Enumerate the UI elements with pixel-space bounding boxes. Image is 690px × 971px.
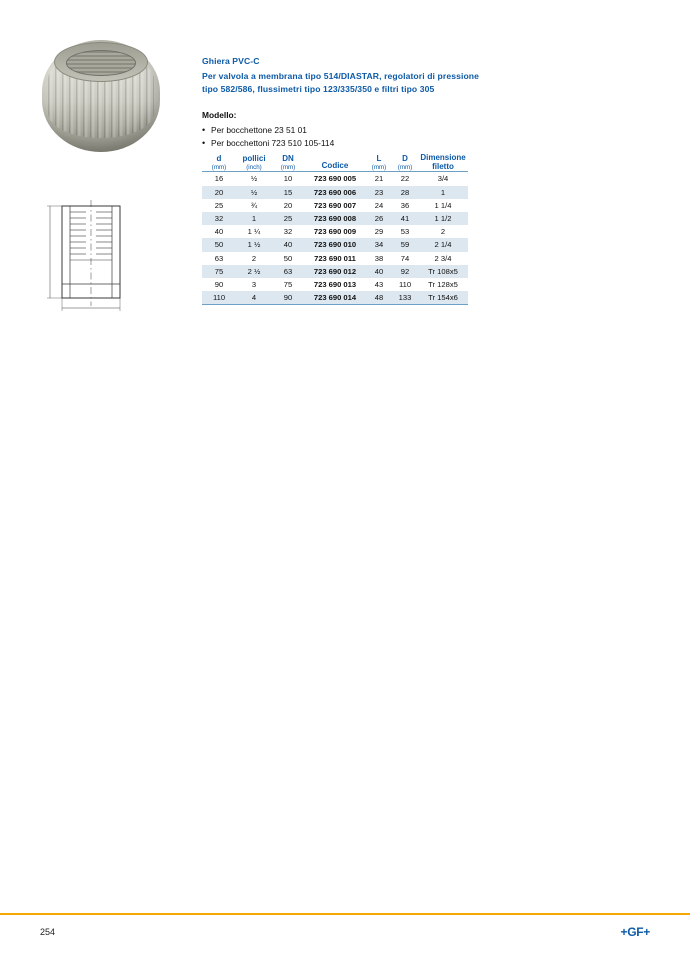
table-row	[202, 238, 468, 251]
cell-dn: 10	[272, 172, 304, 186]
cell-dn: 75	[283, 279, 293, 289]
column-header-l-label: L	[376, 153, 382, 163]
table-row	[202, 212, 468, 225]
cell-d: 40	[214, 227, 224, 237]
column-header-dn-label: DN	[282, 153, 294, 163]
cell-pollici: 1 ½	[236, 238, 272, 251]
technical-drawing	[40, 198, 160, 318]
drawing-svg	[40, 198, 160, 318]
cell-pollici: 2	[251, 253, 257, 263]
cell-d: 90	[214, 279, 224, 289]
product-title	[202, 55, 642, 95]
cell-d: 63	[214, 253, 224, 263]
cell-d: 75	[202, 265, 236, 278]
cell-dn: 25	[272, 212, 304, 225]
cell-dimensione-filetto: 2 3/4	[434, 253, 452, 263]
cell-dn: 63	[272, 265, 304, 278]
table-row	[202, 225, 468, 238]
column-header-d	[202, 153, 236, 172]
table-row	[202, 278, 468, 291]
cell-d-outer: 28	[392, 186, 418, 199]
cell-l: 48	[366, 291, 392, 305]
cell-d-outer: 53	[400, 227, 410, 237]
cell-dimensione-filetto: 2 1/4	[418, 238, 468, 251]
cell-l: 23	[366, 186, 392, 199]
cell-d-outer: 36	[400, 200, 410, 210]
cell-pollici: ½	[236, 186, 272, 199]
table-head	[202, 153, 468, 172]
brand-logo: +GF+	[620, 925, 650, 939]
column-header-dimensione-filetto-label: Dimensione filetto	[420, 153, 466, 172]
cell-codice: 723 690 014	[304, 291, 366, 305]
cell-pollici: ¾	[250, 200, 258, 210]
cell-pollici: 1	[236, 212, 272, 225]
page-number: 254	[40, 927, 56, 937]
cell-pollici: 2 ½	[236, 265, 272, 278]
table-row	[202, 172, 468, 186]
description-block	[202, 55, 642, 150]
list-item	[202, 137, 642, 150]
cell-dimensione-filetto: Tr 108x5	[418, 265, 468, 278]
bullet-icon: •	[202, 125, 206, 136]
list-item	[202, 124, 642, 137]
column-header-pollici-label: pollici	[242, 153, 266, 163]
column-header-pollici-unit: (inch)	[246, 163, 262, 171]
cell-d: 110	[202, 291, 236, 305]
cell-d: 16	[202, 172, 236, 186]
cell-d: 25	[214, 200, 224, 210]
cell-codice: 723 690 013	[313, 279, 357, 289]
model-label: Modello:	[202, 110, 237, 121]
cell-dn: 40	[272, 238, 304, 251]
cell-pollici: 3	[251, 279, 257, 289]
column-header-d-label: d	[216, 153, 222, 163]
cell-codice: 723 690 011	[314, 253, 356, 263]
cell-l: 34	[366, 238, 392, 251]
cell-codice: 723 690 010	[304, 238, 366, 251]
footer-divider	[0, 913, 690, 915]
cell-pollici: ½	[236, 172, 272, 186]
column-header-d-outer-label: D	[402, 153, 408, 163]
list-item-label: Per bocchettoni 723 510 105-114	[211, 138, 335, 149]
list-item-label: Per bocchettone 23 51 01	[211, 125, 307, 136]
cell-dimensione-filetto: Tr 154x6	[418, 291, 468, 305]
product-title-line2: Per valvola a membrana tipo 514/DIASTAR, regolatori di pressione	[202, 71, 480, 82]
cell-dimensione-filetto: Tr 128x5	[428, 279, 458, 289]
cell-pollici: 4	[236, 291, 272, 305]
column-header-codice-label: Codice	[321, 160, 349, 170]
cell-d-outer: 133	[392, 291, 418, 305]
cell-l: 43	[374, 279, 384, 289]
table-row	[202, 265, 468, 278]
cell-codice: 723 690 005	[304, 172, 366, 186]
cell-l: 29	[374, 227, 384, 237]
cell-dn: 90	[272, 291, 304, 305]
cell-dimensione-filetto: 3/4	[418, 172, 468, 186]
table-row	[202, 186, 468, 199]
cell-codice: 723 690 007	[313, 200, 357, 210]
column-header-d-outer-unit: (mm)	[397, 163, 413, 171]
cell-d: 20	[202, 186, 236, 199]
column-header-d-unit: (mm)	[211, 163, 227, 171]
table-body	[202, 172, 468, 305]
table-row	[202, 291, 468, 305]
column-header-dn-unit: (mm)	[280, 163, 296, 171]
cell-d-outer: 92	[392, 265, 418, 278]
cell-l: 24	[374, 200, 384, 210]
cell-dimensione-filetto: 1	[418, 186, 468, 199]
column-header-l	[366, 153, 392, 172]
cell-codice: 723 690 008	[304, 212, 366, 225]
cell-dn: 50	[283, 253, 293, 263]
cell-dn: 32	[283, 227, 293, 237]
specification-table	[202, 153, 468, 305]
table-row	[202, 199, 468, 212]
cell-dn: 20	[283, 200, 293, 210]
product-photo	[42, 40, 167, 155]
column-header-dn	[272, 153, 304, 172]
cell-dn: 15	[272, 186, 304, 199]
column-header-d-outer	[392, 153, 418, 172]
cell-codice: 723 690 006	[304, 186, 366, 199]
cell-d-outer: 59	[392, 238, 418, 251]
column-header-l-unit: (mm)	[371, 163, 387, 171]
cell-codice: 723 690 009	[313, 227, 357, 237]
product-title-line1: Ghiera PVC-C	[202, 56, 260, 66]
cell-dimensione-filetto: 1 1/4	[434, 200, 452, 210]
cell-l: 26	[366, 212, 392, 225]
table-header-row	[202, 153, 468, 172]
cell-d-outer: 41	[392, 212, 418, 225]
product-title-line3: tipo 582/586, flussimetri tipo 123/335/350 e filtri tipo 305	[202, 83, 435, 94]
cell-codice: 723 690 012	[304, 265, 366, 278]
cell-d-outer: 22	[392, 172, 418, 186]
cell-d: 50	[202, 238, 236, 251]
bullet-icon: •	[202, 138, 206, 149]
cell-pollici: 1 ¼	[247, 227, 261, 237]
cell-l: 38	[374, 253, 384, 263]
cell-dimensione-filetto: 2	[440, 227, 446, 237]
column-header-dimensione-filetto	[418, 153, 468, 172]
nut-thread-bore	[66, 50, 136, 76]
cell-d-outer: 74	[400, 253, 410, 263]
cell-d: 32	[202, 212, 236, 225]
cell-l: 21	[366, 172, 392, 186]
table-row	[202, 252, 468, 265]
column-header-codice	[304, 153, 366, 172]
column-header-pollici	[236, 153, 272, 172]
model-bullet-list	[202, 124, 642, 150]
cell-d-outer: 110	[398, 279, 412, 289]
cell-l: 40	[366, 265, 392, 278]
cell-dimensione-filetto: 1 1/2	[418, 212, 468, 225]
